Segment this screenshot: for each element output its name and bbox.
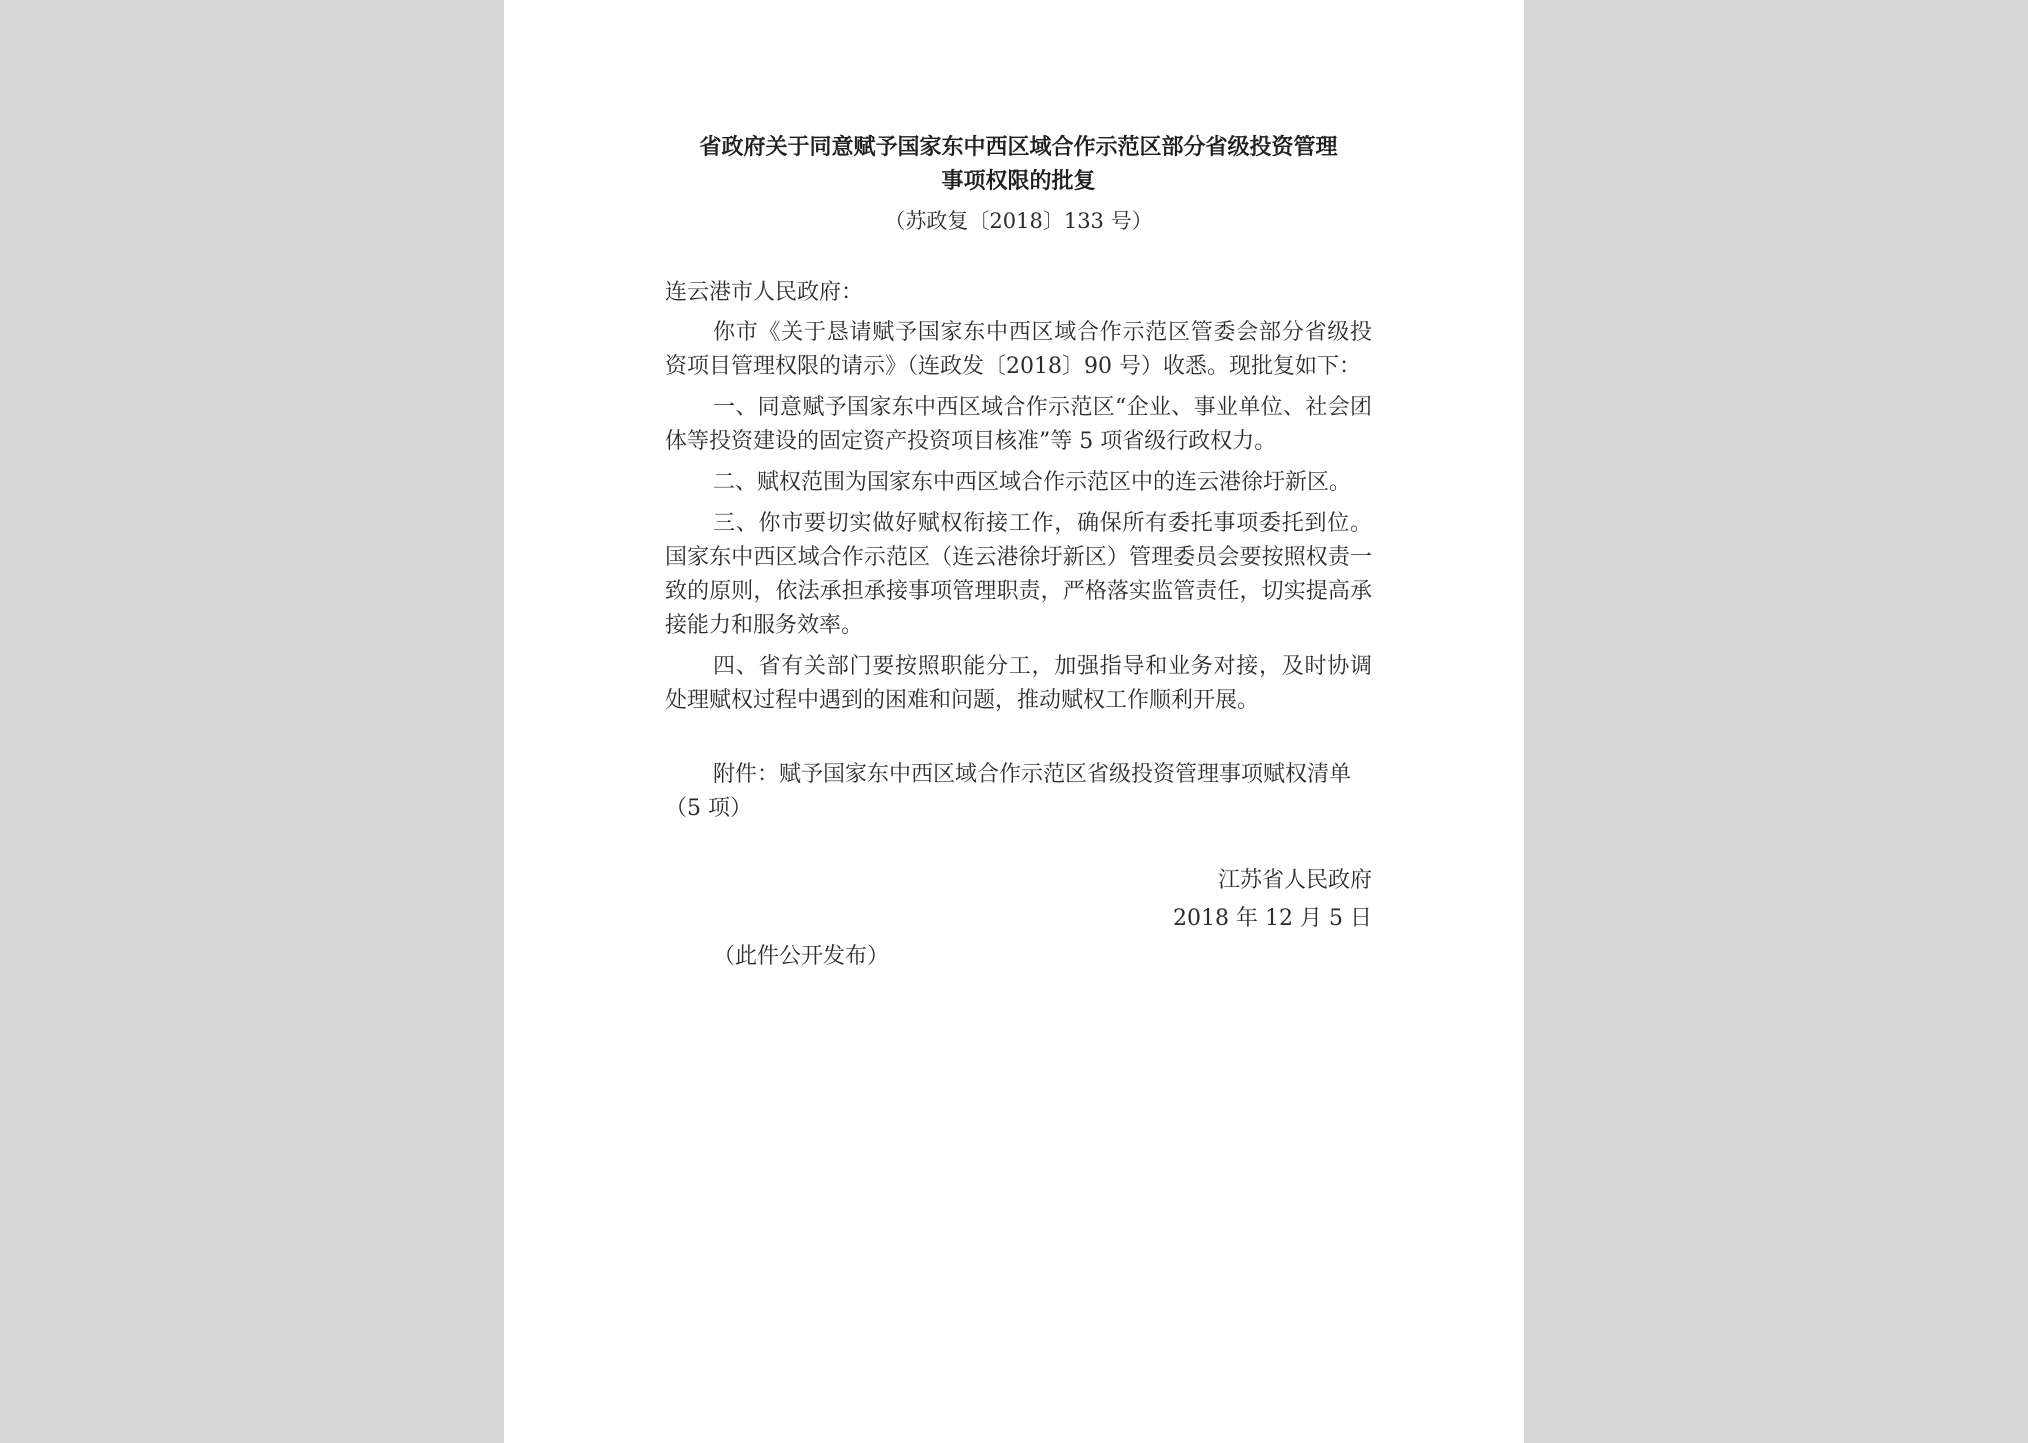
document-number: （苏政复〔2018〕133 号） — [884, 209, 1153, 233]
document-page — [504, 0, 1524, 1443]
paragraph-item-2: 二、赋权范围为国家东中西区域合作示范区中的连云港徐圩新区。 — [713, 470, 1352, 495]
publish-note: （此件公开发布） — [713, 944, 890, 969]
document-body — [665, 130, 1372, 974]
title-line-1: 省政府关于同意赋予国家东中西区域合作示范区部分省级投资管理 — [699, 134, 1338, 160]
issuer: 江苏省人民政府 — [1217, 868, 1372, 893]
attachment-note: 附件：赋予国家东中西区域合作示范区省级投资管理事项赋权清单（5 项） — [665, 762, 1352, 821]
paragraph-item-4: 四、省有关部门要按照职能分工，加强指导和业务对接，及时协调处理赋权过程中遇到的困难和问题，推动赋权工作顺利开展。 — [665, 654, 1372, 713]
addressee: 连云港市人民政府： — [665, 280, 864, 305]
paragraph-item-1: 一、同意赋予国家东中西区域合作示范区“企业、事业单位、社会团体等投资建设的固定资产投资项目核准”等 5 项省级行政权力。 — [665, 395, 1372, 454]
title-line-2: 事项权限的批复 — [941, 168, 1096, 194]
paragraph-item-3: 三、你市要切实做好赋权衔接工作，确保所有委托事项委托到位。国家东中西区域合作示范区（连云港徐圩新区）管理委员会要按照权责一致的原则，依法承担承接事项管理职责，严格落实监管责任，切实提高承接能力和服务效率。 — [665, 511, 1372, 638]
paragraph-intro: 你市《关于恳请赋予国家东中西区域合作示范区管委会部分省级投资项目管理权限的请示》（连政发〔2018〕90 号）收悉。现批复如下： — [665, 320, 1372, 379]
issue-date: 2018 年 12 月 5 日 — [1173, 906, 1372, 931]
document-title — [665, 130, 1372, 198]
signature-block — [665, 862, 1372, 938]
